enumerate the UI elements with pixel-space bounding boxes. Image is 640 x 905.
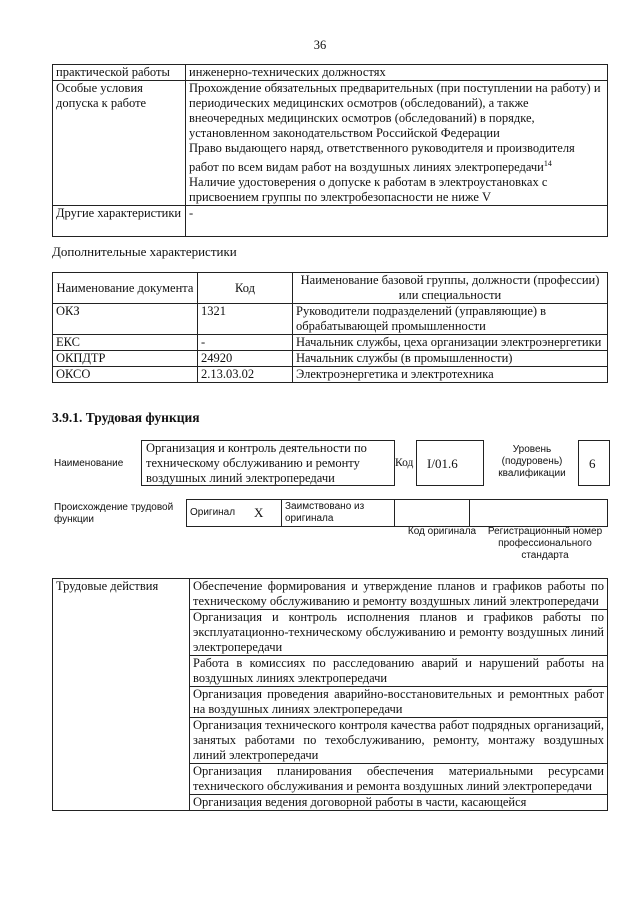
cell: ОКСО [53,367,198,383]
code-original-label: Код оригинала [407,526,477,537]
reg-number-cell [470,500,608,527]
cell: ОКПДТР [53,351,198,367]
cell: Руководители подразделений (управляющие) в обрабатывающей промышленности [293,304,608,335]
cell: Электроэнергетика и электротехника [293,367,608,383]
cell: 24920 [198,351,293,367]
qualification-table [52,64,608,237]
additional-title: Дополнительные характеристики [52,244,237,259]
borrowed-label: Заимствовано из оригинала [282,500,395,527]
cell: ОКЗ [53,304,198,335]
code-label: Код [395,457,414,469]
section-title: 3.9.1. Трудовая функция [52,410,200,425]
origin-table [186,499,608,527]
table-row [53,335,608,351]
value-line: Прохождение обязательных предварительных (при поступлении на работу) и периодических медицинских осмотров (обследований), а также внеочередных медицинских осмотров (обследований) в порядке, установленном законодательством Российской Федерации [189,81,601,140]
list-item: Организация ведения договорной работы в части, касающейся [190,795,608,811]
list-item: Организация технического контроля качества работ подрядных организаций, занятых работами по техобслуживанию, ремонту, монтажу воздушных линий электропередачи [190,718,608,764]
cell: Начальник службы (в промышленности) [293,351,608,367]
row-value: - [186,206,608,237]
row-value [186,81,608,206]
labor-actions-label: Трудовые действия [53,579,190,811]
row-label: Другие характеристики [53,206,186,237]
reg-number-label: Регистрационный номер профессионального стандарта [487,526,603,561]
header-cell: Код [198,273,293,304]
value-line: Право выдающего наряд, ответственного руководителя и производителя работ по всем видам работ на воздушных линиях электропередачи$^{14}$ [189,141,575,175]
original-label: Оригинал [187,500,252,527]
cell: Начальник службы, цеха организации электроэнергетики [293,335,608,351]
table-row [53,304,608,335]
level-label: Уровень (подуровень) квалификации [498,444,566,479]
row-value: инженерно-технических должностях [186,65,608,81]
value-line: Наличие удостоверения о допуске к работам в электроустановках с присвоением группы по электробезопасности не ниже V [189,175,548,205]
header-cell: Наименование базовой группы, должности (профессии) или специальности [293,273,608,304]
original-mark: X [251,500,282,527]
table-header-row [53,273,608,304]
table-row [53,579,608,610]
function-name-label: Наименование [54,458,124,469]
table-row [53,65,608,81]
list-item: Организация и контроль исполнения планов и графиков работы по эксплуатационно-техническому обслуживанию и ремонту воздушных линий электропередачи [190,610,608,656]
footnote-mark: 14 [543,159,552,168]
cell: - [198,335,293,351]
function-name-box: Организация и контроль деятельности по техническому обслуживанию и ремонту воздушных линий электропередачи [141,440,395,486]
row-label: Особые условия допуска к работе [53,81,186,206]
table-row [53,351,608,367]
level-box [578,440,610,486]
page-number: 36 [313,38,327,52]
table-row [53,367,608,383]
additional-table [52,272,608,383]
cell: 1321 [198,304,293,335]
table-row [53,206,608,237]
list-item: Организация планирования обеспечения материальными ресурсами технического обслуживания и ремонта воздушных линий электропередачи [190,764,608,795]
code-box [416,440,484,486]
code-original-cell [395,500,470,527]
table-row [53,81,608,206]
list-item: Организация проведения аварийно-восстановительных и ремонтных работ на воздушных линиях электропередачи [190,687,608,718]
origin-label: Происхождение трудовой функции [54,502,174,525]
cell: 2.13.03.02 [198,367,293,383]
level-value: 6 [589,456,596,471]
table-row [187,500,608,527]
list-item: Обеспечение формирования и утверждение планов и графиков работы по техническому обслуживанию и ремонту воздушных линий электропередачи [190,579,608,610]
header-cell: Наименование документа [53,273,198,304]
list-item: Работа в комиссиях по расследованию аварий и нарушений работы на воздушных линиях электропередачи [190,656,608,687]
code-value: I/01.6 [427,456,458,471]
cell: ЕКС [53,335,198,351]
row-label: практической работы [53,65,186,81]
labor-actions-table [52,578,608,811]
